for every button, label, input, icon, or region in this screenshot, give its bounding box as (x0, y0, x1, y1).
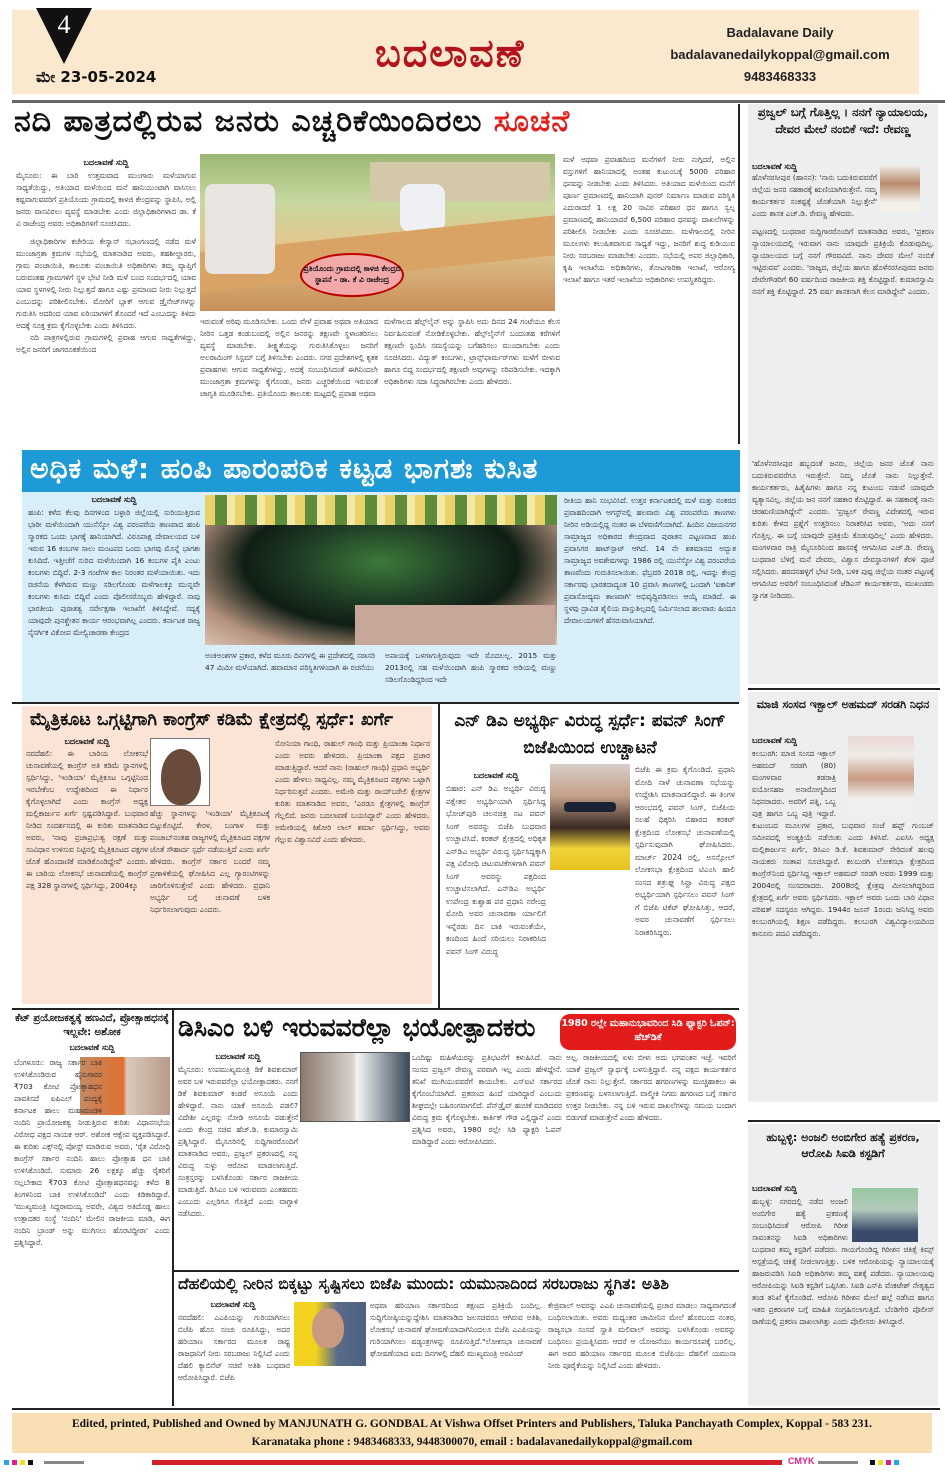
masthead-contact (650, 22, 910, 88)
byline: ಬದಲಾವಣೆ ಸುದ್ದಿ (91, 495, 137, 504)
footer-line-2: Karanataka phone : 9483468333, 9448300070, email : badalavanedailykoppal@gmail.com (251, 1436, 693, 1448)
paragraph: ಹುಬ್ಬಳ್ಳಿ: ನಗರದಲ್ಲಿ ನಡೆದ ಅಂಜಲಿ ಅಂಬಿಗೇರ ಹತ್ಯೆ ಪ್ರಕರಣಕ್ಕೆ ಸಂಬಂಧಿಸಿದಂತೆ ಆರೋಪಿ ಗಿರೀಶ ಸಾವಂತನನ್ನು ಸಿಐಡಿ ಅಧಿಕಾರಿಗಳು ಬುಧವಾರ ತಮ್ಮ ಕಸ್ಟಡಿಗೆ ಪಡೆದರು. ಗಾಯಗೊಂಡಿದ್ದ ಗಿರೀಶನ ಚಿಕಿತ್ಸೆ ಕಿಮ್ಸ್ ಆಸ್ಪತ್ರೆಯಲ್ಲಿ ಚಿಕಿತ್ಸೆ ನೀಡಲಾಗುತ್ತಿತ್ತು. ಬಳಿಕ ಆರೋಪಿಯನ್ನು ನ್ಯಾಯಾಲಯಕ್ಕೆ ಹಾಜರುಪಡಿಸಿ ಸಿಐಡಿ ಅಧಿಕಾರಿಗಳು ತಮ್ಮ ವಶಕ್ಕೆ ಪಡೆದರು. ನ್ಯಾಯಾಲಯವು ಆರೋಪಿಯನ್ನು ಸಿಐಡಿ ಕಸ್ಟಡಿಗೆ ಒಪ್ಪಿಸಿತು. ಸಿಐಡಿ ಎಸ್‌ಪಿ ವೆಂಕಟೇಶ್ ನೇತೃತ್ವದ ತಂಡ ತನಿಖೆ ಕೈಗೊಂಡಿದೆ. ಆರೋಪಿ ಗಿರೀಶನ ಮೇಲೆ ಹಲ್ಲೆ ನಡೆಸಿದ ಹಾಗೂ ಇತರ ಪ್ರಕರಣಗಳ ಬಗ್ಗೆ ಮಾಹಿತಿ ಸಂಗ್ರಹಿಸಲಾಗುತ್ತಿದೆ. ಬೆಂಡಿಗೇರಿ ಪೊಲೀಸ್ ಠಾಣೆಯಲ್ಲಿ ಪ್ರಕರಣ ದಾಖಲಾಗಿತ್ತು ಎಂದು ಪೊಲೀಸರು ತಿಳಿಸಿದ್ದಾರೆ. (752, 1197, 934, 1326)
article-body-hubballi (752, 1196, 934, 1402)
headline-text: ನದಿ ಪಾತ್ರದಲ್ಲಿರುವ ಜನರು ಎಚ್ಚರಿಕೆಯಿಂದಿರಲು (14, 104, 494, 139)
article-body-hampi-col4: ರೀತಿಯ ಹಾನಿ ಸಂಭವಿಸಿದೆ. ಉತ್ತರ ಕರ್ನಾಟಕದಲ್ಲಿ ಮಳೆ ಮತ್ತು ನಂತರದ ಪ್ರವಾಹದಿಂದಾಗಿ ಆಗಸ್ಟ್‌ನಲ್ಲಿ ಹಲವಾರು ವಿಶ್ವ ಪರಂಪರೆಯ ತಾಣಗಳು ನೀರಿನ ಅಡಿಯಲ್ಲಿದ್ದ ನಂತರ ಈ ಬೆಳವಣಿಗೆಯಾಗಿದೆ. ಹಿಂದಿನ ವಿಜಯನಗರ ಸಾಮ್ರಾಜ್ಯದ ಅಧಿಕಾರದ ಕೇಂದ್ರವಾದ ಪುರಾತನ ಪಟ್ಟಣವಾದ ಹಂಪಿ ಪ್ರವಾಸಿಗರ ಹಾಟ್‌ಸ್ಪಾಟ್ ಆಗಿದೆ. 14 ನೇ ಶತಮಾನದ ಅದ್ಭುತ ಸಾಮ್ರಾಜ್ಯದ ಅವಶೇಷಗಳನ್ನು 1986 ರಲ್ಲಿ ಯುನೆಸ್ಕೋ ವಿಶ್ವ ಪರಂಪರೆಯ ತಾಣವೆಂದು ಗುರುತಿಸಲಾಯಿತು. ಫೆಬ್ರವರಿ 2018 ರಲ್ಲಿ, ಇದನ್ನು ಕೇಂದ್ರ ಸರ್ಕಾರವು ಭಾರತದಾದ್ಯಂತ 10 ಪ್ರವಾಸಿ ತಾಣಗಳಲ್ಲಿ ಒಂದಾಗಿ 'ಐಕಾನಿಕ್ ಪ್ರವಾಸೋದ್ಯಮ ತಾಣವಾಗಿ' ಅಭಿವೃದ್ಧಿಪಡಿಸಲು ಆಯ್ಕೆ ಮಾಡಿದೆ. ಈ ಸ್ಥಳವು ದ್ರಾವಿಡ ಶೈಲಿಯ ವಾಸ್ತುಶಿಲ್ಪದಲ್ಲಿ ನಿರ್ಮಿಸಲಾದ ಹಲವಾರು ಹಿಂದೂ ದೇವಾಲಯಗಳಿಗೆ ಹೆಸರುವಾಸಿಯಾಗಿದೆ. (564, 496, 736, 625)
article-body-hampi-col1: ಹಂಪಿ: ಕಳೆದ ಕೆಲವು ದಿನಗಳಿಂದ ಬಳ್ಳಾರಿ ಜಿಲ್ಲೆಯಲ್ಲಿ ಸುರಿಯುತ್ತಿರುವ ಭಾರೀ ಮಳೆಯಿಂದಾಗಿ ಯುನೆಸ್ಕೋ ವಿಶ್ವ ಪರಂಪರೆಯ ತಾಣವಾದ ಹಂಪಿ ಸ್ಮಾರಕದ ಒಂದು ಭಾಗಕ್ಕೆ ಹಾನಿಯಾಗಿದೆ. ವಿರೂಪಾಕ್ಷ ದೇವಾಲಯದ ಬಳಿ ಇರುವ 16 ಕಂಬಗಳ ಸಾಲು ಮಂಟಪದ ಒಂದು ಭಾಗವು ಮೊನ್ನೆ ಭಾಗಶಃ ಕುಸಿದಿದೆ. ಇತ್ತೀಚೆಗೆ ಸುರಿದ ಮಳೆಯಿಂದಾಗಿ 16 ಕಂಬಗಳ ಪೈಕಿ ಎಂಟು ಕಂಬಗಳು ಬಿದ್ದಿವೆ. 2-3 ಗಂಟೆಗಳ ಕಾಲ ನಿರಂತರ ಮಳೆಯಾಯಿತು. ಇದು ರಚನೆಯ ಕೆಳಗಿರುವ ಮಣ್ಣು ಸಡಿಲಗೊಂಡು ಮಳೆಗಾಲಕ್ಕೂ ಮುನ್ನವೇ ಕಂಬಗಳು ಕುಸಿದು ಬಿದ್ದಿವೆ ಎಂದು ಪೊಲೀಸರೊಬ್ಬರು ಹೇಳಿದ್ದಾರೆ. ನಾವು ಭಾರತೀಯ ಪುರಾತತ್ವ ಸರ್ವೇಕ್ಷಣಾ ಇಲಾಖೆಗೆ ತಿಳಿಸಿದ್ದೇವೆ. ಸದ್ಯಕ್ಕೆ ಯಾವುದೇ ಪುನಶ್ಚೇತನ ಕಾರ್ಯ ಆರಂಭವಾಗಿಲ್ಲ ಎಂದರು. ಕರ್ನಾಟಕ ರಾಜ್ಯ ನೈಸರ್ಗಿಕ ವಿಕೋಪ ಮೇಲ್ವಿಚಾರಣಾ ಕೇಂದ್ರದ (28, 508, 200, 637)
masthead-phone: 9483468333 (743, 69, 817, 84)
photo-spacer (102, 1057, 170, 1117)
divider (12, 1408, 940, 1410)
byline: ಬದಲಾವಣೆ ಸುದ್ದಿ (752, 162, 798, 171)
person-figure (205, 184, 275, 274)
color-swatch (878, 1460, 883, 1465)
person-figure (400, 184, 445, 232)
column-divider (438, 704, 440, 1008)
headline-delhi: ದೆಹಲಿಯಲ್ಲಿ ನೀರಿನ ಬಿಕ್ಕಟ್ಟು ಸೃಷ್ಟಿಸಲು ಬಿಜೆಪಿ ಮುಂದು: ಯಮುನಾದಿಂದ ಸರಬರಾಜು ಸ್ಥಗಿತ: ಅತಿಶಿ (178, 1275, 669, 1293)
byline: ಬದಲಾವಣೆ ಸುದ್ದಿ (752, 1184, 798, 1193)
article-body-revanna: ಹೊಳೆನರಸೀಪುರ (ಹಾಸನ): 'ನಾನು ಬದುಕಿರುವವರೆಗೆ ಜಿಲ್ಲೆಯ ಜನರ ಸಹಕಾರಕ್ಕೆ ಋಣಿಯಾಗಿರುತ್ತೇನೆ. ನಮ್ಮ ಕಾರ್ಯಕರ್ತರ ಸಂಕಷ್ಟಕ್ಕೆ ಜೊತೆಯಾಗಿ ನಿಲ್ಲುತ್ತೇನೆ' ಎಂದು ಶಾಸಕ ಎಚ್.ಡಿ. ರೇವಣ್ಣ ಹೇಳಿದರು. (752, 173, 877, 218)
article-body-dcm-col2: ಒಂದಿಷ್ಟು ಮಹಿಳೆಯರನ್ನು ಪ್ರತಿಭಟನೆಗೆ ಕಳುಹಿಸಿದೆ. ನಾನು ಸಂಸದ ಪ್ರಜ್ವಲ್ ರೇವಣ್ಣ ಪರವಾಗಿ ಇಲ್ಲ ಎಂದು ಹೇಳಿದ್ದೇನೆ. ತನಿಖೆ ಮುಗಿಯುವವರೆಗೆ ಕಾಯಬೇಕು. ಎಸ್‌ಐಟಿ ಸರ್ಕಾರದ ಕೈಗೊಂಬೆಯಾಗಿದೆ. ಪ್ರಕರಣದ ಹಿಂದೆ ಯಾರಿದ್ದಾರೆ ಎಂಬುದು ಶೀಘ್ರದಲ್ಲೇ ಬಹಿರಂಗವಾಗಲಿದೆ. ಪೆನ್‌ಡ್ರೈವ್ ಹಂಚಿಕೆ ಮಾಡಿದವರ ವಿರುದ್ಧ ಕ್ರಮ ಕೈಗೊಳ್ಳಬೇಕು. ಕಾರ್ತಿಕ್ ಗೌಡ ಎಲ್ಲಿದ್ದಾನೆ ಎಂದು ಪ್ರಶ್ನಿಸಿದ ಅವರು, 1980 ರಲ್ಲೇ ಸಿಡಿ ಫ್ಯಾಕ್ಟರಿ ಓಪನ್ ಮಾಡಿದ್ದಾರೆ ಎಂದು ಆರೋಪಿಸಿದರು. (412, 1053, 562, 1146)
dcm-subheadline-badge: 1980 ರಲ್ಲೇ ಮಹಾನುಭಾವರಿಂದ ಸಿಡಿ ಫ್ಯಾಕ್ಟರಿ ಓಪನ್: ಹೆಚ್‌ಡಿಕೆ (560, 1014, 736, 1050)
footer-imprint (12, 1413, 932, 1453)
article-body-kharge-col2: ಹೆಚ್ಚು ಸ್ಥಾನಗಳನ್ನು 'ಇಂಡಿಯಾ' ಮೈತ್ರಿಕೂಟಕ್ಕೆ ಬಿಟ್ಟುಕೊಟ್ಟಿದೆ. ಕೇರಳ, ಬಂಗಾಳ ಮತ್ತು ಪಂಜಾಬ್‌ನಂತಹ ರಾಜ್ಯಗಳಲ್ಲಿ ಮೈತ್ರಿಕೂಟದ ಪಕ್ಷಗಳ ಜೊತೆ ಸೌಹಾರ್ದ ಸ್ಪರ್ಧೆ ನಡೆಯುತ್ತಿದೆ ಎಂದು ಖರ್ಗೆ ಹೇಳಿದರು. ಕಾಂಗ್ರೆಸ್ ಸರ್ಕಾರ ಬಂದರೆ ನಮ್ಮ ಪ್ರಣಾಳಿಕೆಯಲ್ಲಿ ಘೋಷಿಸಿದ ಎಲ್ಲ ಗ್ಯಾರಂಟಿಗಳನ್ನು ಜಾರಿಗೊಳಿಸುತ್ತೇವೆ ಎಂದು ಹೇಳಿದರು. ಪ್ರಧಾನಿ ಅಭ್ಯರ್ಥಿ ಬಗ್ಗೆ ಚುನಾವಣೆ ಬಳಿಕ ನಿರ್ಧರಿಸಲಾಗುವುದು ಎಂದರು. (150, 809, 270, 914)
paragraph: ಜಿಲ್ಲಾಧಿಕಾರಿಗಳ ಕಚೇರಿಯ ಕೇಸ್ವಾನ್ ಸಭಾಂಗಣದಲ್ಲಿ ನಡೆದ ಮಳೆ ಮುಂಜಾಗ್ರತಾ ಕ್ರಮಗಳ ಸಭೆಯಲ್ಲಿ ಮಾತನಾಡಿದ ಅವರು, ತಹಶೀಲ್ದಾರರು, ಗ್ರಾಮ ಪಂಚಾಯಿತಿ, ತಾಲೂಕು ಪಂಚಾಯಿತಿ ಅಧಿಕಾರಿಗಳು ತಮ್ಮ ವ್ಯಾಪ್ತಿಗೆ ಬರುವಂತಹ ಗ್ರಾಮಗಳಿಗೆ ಸ್ಥಳ ಭೇಟಿ ನೀಡಿ ಮಳೆ ಬಂದ ಸಂದರ್ಭದಲ್ಲಿ ಯಾವ ಯಾವ ಸ್ಥಳಗಳಲ್ಲಿ ನೀರು ನಿಲ್ಲುತ್ತದೆ ಹಾಗೂ ಎಷ್ಟು ಪ್ರಮಾಣದ ನೀರು ನಿಲ್ಲುತ್ತದೆ ಎಂಬುದನ್ನು ಪರಿಶೀಲಿಸಬೇಕು. ಮೋರಿಗೆ ಬ್ಲಾಕ್ ಆಗುವ ಡ್ರೈನೇಜ್‌ಗಳನ್ನು ಗುರುತಿಸಿ ಅದರಿಂದ ಯಾವ ಏರಿಯಾಗಳಿಗೆ ತೊಂದರೆ ಇದೆ ಎಂಬುದನ್ನು ತಿಳಿದು ಅದಕ್ಕೆ ಸೂಕ್ತ ಕ್ರಮ ಕೈಗೊಳ್ಳಬೇಕು ಎಂದು ತಿಳಿಸಿದರು. (16, 237, 196, 330)
headline-iqbal: ಮಾಜಿ ಸಂಸದ ಇಕ್ಬಾಲ್ ಅಹಮದ್ ಸರಡಗಿ ನಿಧನ (756, 698, 930, 711)
divider (748, 688, 940, 690)
divider (174, 1270, 739, 1272)
color-swatch (886, 1460, 891, 1465)
article-body-hampi-col3: ಅಪಾಯಕ್ಕೆ ಒಳಗಾಗುತ್ತಿರುವುದು ಇದೇ ಮೊದಲಲ್ಲ. 2015 ಮತ್ತು 2013ರಲ್ಲಿ ಸಹ ಮಳೆಯಿಂದಾಗಿ ಹಂಪಿ ಸ್ಮಾರಕದ ಅಡಿಯಲ್ಲಿ ಮಣ್ಣು ಸಡಿಲಗೊಂಡಿದ್ದರಿಂದ ಇದೇ (385, 651, 557, 684)
byline: ಬದಲಾವಣೆ ಸುದ್ದಿ (210, 1300, 256, 1309)
hampi-collapse-photo (205, 495, 557, 645)
color-swatch (4, 1460, 9, 1465)
color-swatch (20, 1460, 25, 1465)
column-divider (172, 1010, 174, 1406)
gray-bar (818, 1461, 858, 1464)
divider (12, 100, 945, 103)
paper-name: Badalavane Daily (726, 25, 834, 40)
article-body-pawan-col1: ಬಿಹಾರ: ಎನ್ ಡಿಎ ಅಭ್ಯರ್ಥಿ ವಿರುದ್ಧ ಪಕ್ಷೇತರ ಅಭ್ಯರ್ಥಿಯಾಗಿ ಸ್ಪರ್ಧಿಸಿದ್ದ ಭೋಜ್‌ಪುರಿ ಚಲನಚಿತ್ರ ನಟ ಪವನ್ ಸಿಂಗ್ ಅವರನ್ನು ಬಿಜೆಪಿ ಬುಧವಾರ ಉಚ್ಚಾಟಿಸಿದೆ. ಕರಕಟ್ ಕ್ಷೇತ್ರದಲ್ಲಿ ಅಧಿಕೃತ ಎನ್‌ಡಿಎ ಅಭ್ಯರ್ಥಿ ವಿರುದ್ಧ ಸ್ಪರ್ಧಿಸಿದ್ದಕ್ಕಾಗಿ ಪಕ್ಷ ವಿರೋಧಿ ಚಟುವಟಿಕೆಗಳಿಗಾಗಿ ಪವನ್ ಸಿಂಗ್ ಅವರನ್ನು ಪಕ್ಷದಿಂದ ಉಚ್ಚಾಟಿಸಲಾಗಿದೆ. ಎನ್‌ಡಿಎ ಅಭ್ಯರ್ಥಿ ಉಪೇಂದ್ರ ಕುಶ್ವಾಹ ಪರ ಪ್ರಧಾನಿ ನರೇಂದ್ರ ಮೋದಿ ಅವರ ಚುನಾವಣಾ ರ್ಯಾಲಿಗೆ ಇನ್ನೆರಡು ದಿನ ಬಾಕಿ ಇರುವಂತೆಯೇ, ಕಣದಿಂದ ಹಿಂದೆ ಸರಿಯಲು ನಿರಾಕರಿಸಿದ ಪವನ್ ಸಿಂಗ್ ವಿರುದ್ಧ (446, 784, 546, 956)
article-body-hampi-col2: ಅಂಕಿಅಂಶಗಳ ಪ್ರಕಾರ, ಕಳೆದ ಮೂರು ದಿನಗಳಲ್ಲಿ ಈ ಪ್ರದೇಶದಲ್ಲಿ ಸರಾಸರಿ 47 ಮಿಮೀ ಮಳೆಯಾಗಿದೆ. ಹವಾಮಾನ ಪರಿಸ್ಥಿತಿಗಳಿಂದಾಗಿ ಈ ರಚನೆಯು (205, 651, 375, 672)
article-body-ashok (14, 1057, 170, 1402)
article-body-kharge-col1: ನವದೆಹಲಿ: ಈ ಬಾರಿಯ ಲೋಕಸಭೆ ಚುನಾವಣೆಯಲ್ಲಿ ಕಾಂಗ್ರೆಸ್ ಅತಿ ಕಡಿಮೆ ಸ್ಥಾನಗಳಲ್ಲಿ ಸ್ಪರ್ಧಿಸಿದ್ದು, 'ಇಂಡಿಯಾ' ಮೈತ್ರಿಕೂಟ ಒಗ್ಗಟ್ಟಿನಿಂದ ಇರಬೇಕೆಂಬ ಉದ್ದೇಶದಿಂದ ಈ ನಿರ್ಧಾರ ಕೈಗೊಳ್ಳಲಾಗಿದೆ ಎಂದು ಕಾಂಗ್ರೆಸ್ ಅಧ್ಯಕ್ಷ ಮಲ್ಲಿಕಾರ್ಜುನ ಖರ್ಗೆ ಸ್ಪಷ್ಟಪಡಿಸಿದ್ದಾರೆ. ಬುಧವಾರ ನೀಡಿದ ಸಂದರ್ಶನದಲ್ಲಿ ಈ ಕುರಿತು ಮಾತನಾಡಿದ ಅವರು, 'ನಾವು ಪ್ರಜಾಪ್ರಭುತ್ವ ರಕ್ಷಣೆ ಮತ್ತು ಸಂವಿಧಾನ ಉಳಿಸುವ ನಿಟ್ಟಿನಲ್ಲಿ ಮೈತ್ರಿಕೂಟದ ಪಕ್ಷಗಳ ಜೊತೆ ಹೊಂದಾಣಿಕೆ ಮಾಡಿಕೊಂಡಿದ್ದೇವೆ' ಎಂದರು. ಈ ಬಾರಿಯ ಲೋಕಸಭೆ ಚುನಾವಣೆಯಲ್ಲಿ ಕಾಂಗ್ರೆಸ್ ಪಕ್ಷ 328 ಸ್ಥಾನಗಳಲ್ಲಿ ಸ್ಪರ್ಧಿಸಿದ್ದು, 2004ಕ್ಕೂ (26, 749, 148, 890)
color-swatch (12, 1460, 17, 1465)
byline: ಬದಲಾವಣೆ ಸುದ್ದಿ (215, 1052, 261, 1061)
issue-date: ಮೇ 23-05-2024 (36, 68, 157, 86)
print-registration-bar (4, 1456, 944, 1468)
kharge-photo (150, 738, 210, 806)
byline: ಬದಲಾವಣೆ ಸುದ್ದಿ (69, 1043, 115, 1052)
article-body-river-col1 (16, 170, 196, 438)
paragraph: ಬೆಂಗಳೂರು: ರಾಜ್ಯ ಸರ್ಕಾರ ಬಾಕಿ ಉಳಿಸಿಕೊಂಡಿರುವ ಹೈನುಗಾರರ ₹703 ಕೋಟಿ ಪ್ರೋತ್ಸಾಹಧನ ಪಾವತಿಸದೆ ಐಪಿಎಲ್ ಪಂದ್ಯಕ್ಕೆ ಕರ್ನಾಟಕ ಹಾಲು ಮಹಾಮಂಡಳಿ ನಂದಿನಿ ಪ್ರಾಯೋಜಕತ್ವ ನೀಡುತ್ತಿರುವ ಕುರಿತು ವಿಧಾನಸಭೆಯ ವಿರೋಧ ಪಕ್ಷದ ನಾಯಕ ಆರ್. ಅಶೋಕ ಆಕ್ಷೇಪ ವ್ಯಕ್ತಪಡಿಸಿದ್ದಾರೆ. ಈ ಕುರಿತು ಎಕ್ಸ್‌ನಲ್ಲಿ ಪೋಸ್ಟ್ ಮಾಡಿರುವ ಅವರು, 'ರೈತ ವಿರೋಧಿ ಕಾಂಗ್ರೆಸ್ ಸರ್ಕಾರ ನಂದಿನಿ ಹಾಲು ಪ್ರೋತ್ಸಾಹ ಧನ ಬಾಕಿ ಉಳಿಸಿಕೊಂಡಿದೆ. ಸುಮಾರು 26 ಲಕ್ಷಕ್ಕೂ ಹೆಚ್ಚು ರೈತರಿಗೆ ಸಲ್ಲಬೇಕಾದ ₹703 ಕೋಟಿ ಪ್ರೋತ್ಸಾಹಧನವನ್ನು ಕಳೆದ 8 ತಿಂಗಳಿನಿಂದ ಬಾಕಿ ಉಳಿಸಿಕೊಂಡಿದೆ' ಎಂದು ಕಿಡಿಕಾರಿದ್ದಾರೆ. 'ಮುಖ್ಯಮಂತ್ರಿ ಸಿದ್ದರಾಮಯ್ಯ ಅವರೇ, ವಿಶ್ವದ ಅತಿದೊಡ್ಡ ಹಾಲು ಉತ್ಪಾದಕರ ಸಂಸ್ಥೆ 'ನಂದಿನಿ' ಮೇಲಿನ ರಾಜಕೀಯ ಮಾಡಿ, ಈಗ ನಂದಿನಿ ಬ್ರಾಂಡ್ ಅನ್ನು ಮುಗಿಸಲು ಹೊರಟಿದ್ದೀರಾ' ಎಂದು ಪ್ರಶ್ನಿಸಿದ್ದಾರೆ. (14, 1058, 170, 1247)
photo-caption-callout: ಪ್ರತಿಯೊಂದು ಗ್ರಾಮದಲ್ಲಿ ಕಾಳಜಿ ಕೇಂದ್ರದ ಸ್ಥಾಪನೆ - ಡಾ. ಕೆ ವಿ ರಾಜೇಂದ್ರ (300, 253, 404, 297)
article-body-river-col2: ಇರುವಂತೆ ಅರಿವು ಮೂಡಿಸಬೇಕು. ಒಂದು ವೇಳೆ ಪ್ರವಾಹ ಅಥವಾ ಅತಿಯಾದ ನೀರಿನ ಒತ್ತಡ ಕಂಡುಬಂದಲ್ಲಿ ಅಲ್ಲಿನ ಜನರನ್ನು ತಕ್ಷಣವೇ ಸ್ಥಳಾಂತರಿಸಲು ವ್ಯವಸ್ಥೆ ಮಾಡಬೇಕು. ತೀಕ್ಷ್ಣತೆಯನ್ನು ಗುರುತಿಸಿಕೊಳ್ಳಲು ಜನರಿಗೆ ಅಲರಾಮಿಂಗ್ ಸಿಸ್ಟಮ್ ಬಗ್ಗೆ ತಿಳಿಸಬೇಕು ಎಂದರು. ನಗರ ಪ್ರದೇಶಗಳಲ್ಲಿ ಕೃತಕ ಪ್ರವಾಹಗಳು ಆಗುವ ಸಾಧ್ಯತೆಗಳಿದ್ದು, ಅದಕ್ಕೆ ಸಂಬಂಧಿಸಿದಂತೆ ಈಗಿನಿಂದಲೇ ಮುಂಜಾಗ್ರತಾ ಕ್ರಮಗಳನ್ನು ಕೈಗೊಂಡು, ಜನರು ಎಚ್ಚರಿಕೆಯಿಂದ ಇರುವಂತೆ ಜಾಗೃತಿ ಮೂಡಿಸಬೇಕು. ಪ್ರತಿಯೊಂದು ತಾಲೂಕು ಮಟ್ಟದಲ್ಲಿ ಪ್ರವಾಹ ಅಥವಾ (200, 317, 378, 398)
divider (748, 1120, 940, 1122)
paragraph: ಮೈಸೂರು: ಉಪಮುಖ್ಯಮಂತ್ರಿ ಡಿಕೆ ಶಿವಕುಮಾರ್ ಅವರ ಬಳಿ ಇರುವವರೆಲ್ಲಾ ಭಯೋತ್ಪಾದಕರು. ನನಗೆ ಡಿಕೆ ಶಿವಕುಮಾರ್ ಕಂಡರೆ ಅಸೂಯೆ ಎಂದು ಹೇಳಿದ್ದಾರೆ. ನಾನು ಯಾಕೆ ಅಸೂಯೆ ಪಡಲಿ? ವಿದೇಶೀ ಎಲ್ಲರನ್ನು ನೋಡಿ ಅಸೂಯೆ ಪಡುತ್ತೇನೆ ಎಂದು ಕೇಂದ್ರ ಸಚಿವ ಹೆಚ್.ಡಿ. ಕುಮಾರಸ್ವಾಮಿ ಪ್ರಶ್ನಿಸಿದ್ದಾರೆ. ಮೈಸೂರಿನಲ್ಲಿ ಸುದ್ದಿಗಾರರೊಂದಿಗೆ ಮಾತನಾಡಿದ ಅವರು, ಪ್ರಜ್ವಲ್ ಪ್ರಕರಣದಲ್ಲಿ ನನ್ನ ವಿರುದ್ಧ ಸುಳ್ಳು ಆರೋಪ ಮಾಡಲಾಗುತ್ತಿದೆ. ಸಂತ್ರಸ್ತರನ್ನು ಬಳಸಿಕೊಂಡು ಸರ್ಕಾರ ರಾಜಕೀಯ ಮಾಡುತ್ತಿದೆ. ಡಿಸಿಎಂ ಬಳಿ ಇರುವವರು ಎಂತಹವರು ಎಂಬುದು ಎಲ್ಲರಿಗೂ ಗೊತ್ತಿದೆ ಎಂದು ವಾಗ್ದಾಳಿ ನಡೆಸಿದರು. (178, 1065, 298, 1218)
byline: ಬದಲಾವಣೆ ಸುದ್ದಿ (752, 736, 798, 745)
rubble (355, 605, 555, 645)
footer-line-1: Edited, printed, Published and Owned by MANJUNATH G. GONDBAL At Vishwa Offset Printers and Publishers, Taluka Panchayath Complex, Koppal - 583 231. (71, 1418, 873, 1430)
byline: ಬದಲಾವಣೆ ಸುದ್ದಿ (64, 737, 110, 746)
paragraph: ಮೈಸೂರು: ಈ ಬಾರಿ ಉತ್ತಮವಾದ ಮುಂಗಾರು ಮಳೆಯಾಗುವ ಸಾಧ್ಯತೆಯಿದ್ದು, ಅತಿಯಾದ ಮಳೆಯಿಂದ ಮನೆ ಹಾನಿಯುಂಟಾಗಿ ವಾಸಿಸಲು ಕಷ್ಟವಾಗುವವರಿಗೆ ಪ್ರತಿಯೊಂದು ಗ್ರಾಮದಲ್ಲಿ ಕಾಳಜಿ ಕೇಂದ್ರವನ್ನು ಸ್ಥಾಪಿಸಿ, ಅಲ್ಲಿ ಜನರು ವಾಸವಿರಲು ವ್ಯವಸ್ಥೆ ಮಾಡಬೇಕು ಎಂದು ಜಿಲ್ಲಾಧಿಕಾರಿಗಳಾದ ಡಾ. ಕೆ ವಿ ರಾಜೇಂದ್ರ ಅವರು ಅಧಿಕಾರಿಗಳಿಗೆ ಸೂಚಿಸಿದರು. (16, 171, 196, 228)
headline-highlight: ಸೂಚನೆ (493, 104, 571, 139)
headline-revanna: ಪ್ರಜ್ವಲ್ ಬಗ್ಗೆ ಗೊತ್ತಿಲ್ಲ । ನನಗೆ ನ್ಯಾಯಾಲಯ, ದೇವರ ಮೇಲೆ ನಂಬಿಕೆ ಇದೆ: ರೇವಣ್ಣ (757, 105, 929, 136)
byline: ಬದಲಾವಣೆ ಸುದ್ದಿ (83, 158, 129, 167)
color-swatch (28, 1460, 33, 1465)
newspaper-logo: ಬದಲಾವಣೆ (375, 30, 526, 75)
article-body-delhi-col2: ಅಥವಾ ಹರಿಯಾಣ ಸರ್ಕಾರದಿಂದ ತಕ್ಷಣದ ಪ್ರತಿಕ್ರಿಯೆ ಬಂದಿಲ್ಲ. ಸುದ್ದಿಗೋಷ್ಠಿಯನ್ನುದ್ದೇಶಿಸಿ ಮಾತನಾಡಿದ ಜಲಸಚಿವರೂ ಆಗಿರುವ ಅತಿಶಿ, ಲೋಕಸಭೆ ಚುನಾವಣೆ ಘೋಷಣೆಯಾದಾಗಿನಿಂದಲೂ ಬಿಜೆಪಿ ಎಎಪಿಯನ್ನು ಗುರಿಯಾಗಿಸಲು ಷಡ್ಯಂತ್ರಗಳನ್ನು ರೂಪಿಸುತ್ತಿದೆ."ಲೋಕಸಭಾ ಚುನಾವಣೆ ಘೋಷಣೆಯಾದ ಐದು ದಿನಗಳಲ್ಲಿ ದೆಹಲಿ ಮುಖ್ಯಮಂತ್ರಿ ಅರವಿಂದ್ (370, 1301, 542, 1358)
photo-backdrop (370, 162, 550, 202)
red-bar (152, 1460, 782, 1465)
face (161, 749, 201, 805)
foliage (205, 495, 557, 525)
face (312, 1308, 344, 1348)
dcm-hdk-photo (300, 1052, 410, 1122)
paragraph: ನದಿ ಪಾತ್ರಗಳಲ್ಲಿರುವ ಗ್ರಾಮಗಳಲ್ಲಿ ಪ್ರವಾಹ ಆಗುವ ಸಾಧ್ಯತೆಗಳಿದ್ದು, ಅಲ್ಲಿನ ಜನರಿಗೆ ಜಾಗರೂಕತೆಯಿಂದ (16, 333, 196, 354)
gray-bar (44, 1461, 84, 1464)
article-body-river-col3: ಮಳೆಗಾಲದ ಹೆಲ್ಪ್‌ಲೈನ್ ಅನ್ನು ಸ್ಥಾಪಿಸಿ ಅದು ದಿನದ 24 ಗಂಟೆಯೂ ಕೆಲಸ ನಿರ್ವಹಿಸುವಂತೆ ನೋಡಿಕೊಳ್ಳಬೇಕು. ಹೆಲ್ಪ್‌ಲೈನ್‌ಗೆ ಬಂದಂತಹ ಕರೆಗಳಿಗೆ ತಕ್ಷಣವೇ ಸ್ಪಂದಿಸಿ ಸಮಸ್ಯೆಯನ್ನು ಬಗೆಹರಿಸಲು ಮುಂದಾಗಬೇಕು ಎಂದು ಸೂಚಿಸಿದರು. ವಿದ್ಯುತ್ ಕಂಬಗಳು, ಟ್ರಾನ್ಸ್‌ಫಾರ್ಮರ್‌ಗಳು ಮಳೆಗೆ ಬೀಳುವ ಹಾಗೂ ಬಿದ್ದ ಸಂದರ್ಭದಲ್ಲಿ ತಕ್ಷಣವೇ ಅವುಗಳನ್ನು ಸರಿಪಡಿಸಬೇಕು. ಇದಕ್ಕಾಗಿ ಅಧಿಕಾರಿಗಳು ಸದಾ ಸಿದ್ಧರಾಗಿರಬೇಕು ಎಂದು ಹೇಳಿದರು. (384, 317, 560, 386)
cmyk-label: CMYK (788, 1456, 815, 1466)
column-divider (738, 104, 740, 444)
divider (12, 702, 739, 704)
photo-spacer (848, 1196, 934, 1244)
article-body-delhi-col3: ಕೇಜ್ರಿವಾಲ್ ಅವರನ್ನು ಎಎಪಿ ಚುನಾವಣೆಯಲ್ಲಿ ಪ್ರಚಾರ ಮಾಡಲು ಸಾಧ್ಯವಾಗದಂತೆ ಬಂಧಿಸಲಾಯಿತು. ಅವರು ಮಧ್ಯಂತರ ಜಾಮೀನಿನ ಮೇಲೆ ಹೊರಬಂದ ನಂತರ, ರಾಜ್ಯಸಭಾ ಸಂಸದೆ ಸ್ವಾತಿ ಮಲಿವಾಲ್ ಅವರನ್ನು ಬಳಸಿಕೊಂಡು ಅವರನ್ನು ಬಂಧಿಸಲು ಪ್ರಯತ್ನಿಸಿದರು ಆದರೆ ಆ ಯೋಜನೆಯು ಕಾರ್ಯರೂಪಕ್ಕೆ ಬರಲಿಲ್ಲ. ಈಗ ಅವರ ಹರಿಯಾಣ ಸರ್ಕಾರದ ಮೂಲಕ ಬಿಜೆಪಿಯು ದೆಹಲಿಗೆ ಯಮುನಾ ನೀರು ಪೂರೈಕೆಯನ್ನು ನಿಲ್ಲಿಸಿದೆ ಎಂದು ಹೇಳಿದರು. (548, 1301, 736, 1370)
article-body-iqbal (752, 748, 934, 1100)
masthead-email[interactable]: badalavanedailykoppal@gmail.com (670, 47, 890, 62)
byline: ಬದಲಾವಣೆ ಸುದ್ದಿ (473, 771, 519, 780)
atishi-photo (294, 1302, 366, 1366)
photo-spacer (836, 748, 934, 816)
color-swatch (870, 1460, 875, 1465)
article-body-dcm-col3: ಅಲ್ಲ. ರಾಜಕೀಯದಲ್ಲಿ ಏಳು ಬೀಳು ಅದು ಭಗವಂತನ ಇಚ್ಛೆ. ಇವರಿಗೆ ಯಾಕೆ ಪ್ರಜ್ವಲ್ ಸ್ವಾರ್ಥಕ್ಕೆ ಬಳಸುತ್ತಿದ್ದಾರೆ. ನನ್ನ ಪಕ್ಷದ ಕಾರ್ಯಕರ್ತರ ಜೊತೆ ನಾನು ನಿಲ್ಲುತ್ತೇನೆ. ಸರ್ಕಾರದ ಹಗರಣಗಳನ್ನು ಮುಚ್ಚಿಹಾಕಲು ಈ ಪ್ರಕರಣವನ್ನು ಬಳಸಲಾಗುತ್ತಿದೆ. ವಾಲ್ಮೀಕಿ ನಿಗಮ ಹಗರಣದ ಬಗ್ಗೆ ಸರ್ಕಾರ ಉತ್ತರ ನೀಡಬೇಕು. ನನ್ನ ಬಳಿ ಇರುವ ದಾಖಲೆಗಳನ್ನು ಸಮಯ ಬಂದಾಗ ಬಿಡುಗಡೆ ಮಾಡುತ್ತೇನೆ ಎಂದು ಹೇಳಿದರು. (566, 1053, 736, 1122)
article-body-dcm-col1 (178, 1064, 298, 1264)
headline-pawan: ಎನ್ ಡಿಎ ಅಭ್ಯರ್ಥಿ ವಿರುದ್ಧ ಸ್ಪರ್ಧೆ: ಪವನ್ ಸಿಂಗ್ ಬಿಜೆಪಿಯಿಂದ ಉಚ್ಚಾಟನೆ (454, 711, 726, 758)
article-body-revanna-3: 'ಹೊಳೆನರಸೀಪುರ ಹಬ್ಬದಂತೆ ಜನರು, ಜಿಲ್ಲೆಯ ಜನರ ಜೊತೆ ನಾನು ಬದುಕಿರುವವರೆಗೂ ಇರುತ್ತೇನೆ. ನಿಮ್ಮ ಜೊತೆ ನಾನು ನಿಲ್ಲುತ್ತೇನೆ. ಕಾರ್ಯಕರ್ತರು, ಹಿತೈಷಿಗಳು ಹಾಗೂ ನನ್ನ ಕುಟುಂಬ ನಡುವೆ ಯಾವುದೇ ವ್ಯತ್ಯಾಸವಿಲ್ಲ. ಜಿಲ್ಲೆಯ ಜನ ನನಗೆ ಸಹಕಾರ ಕೊಟ್ಟಿದ್ದಾರೆ. ಈ ಸಹಕಾರಕ್ಕೆ ನಾನು ಚಿರಋಣಿಯಾಗಿದ್ದೇನೆ' ಎಂದರು. 'ಪ್ರಜ್ವಲ್ ರೇವಣ್ಣ ವಿದೇಶದಲ್ಲಿ ಇರುವ ಕುರಿತು ಕೇಳಿದ ಪ್ರಶ್ನೆಗೆ ಉತ್ತರಿಸಲು ನಿರಾಕರಿಸಿದ ಅವರು, 'ಅದು ನನಗೆ ಗೊತ್ತಿಲ್ಲ. ಈ ಬಗ್ಗೆ ಯಾವುದೇ ಪ್ರತಿಕ್ರಿಯೆ ಕೊಡುವುದಿಲ್ಲ' ಎಂದು ಹೇಳಿದರು. ಮಂಗಳವಾರ ರಾತ್ರಿ ಮೈಸೂರಿನಿಂದ ಹಾಸನಕ್ಕೆ ಆಗಮಿಸಿದ ಎಚ್.ಡಿ. ರೇವಣ್ಣ ಬುಧವಾರ ಬೆಳಿಗ್ಗೆ ಮನೆ ದೇವರು, ವಿಶ್ವಾಸ ದೇವಸ್ಥಾನಗಳಿಗೆ ತೆರಳಿ ಪೂಜೆ ಸಲ್ಲಿಸಿದರು. ಹರದನಹಳ್ಳಿಗೆ ಭೇಟಿ ನೀಡಿ, ಬಳಿಕ ಪುಷ್ಪ ಜಿಲ್ಲೆಯ ನಂತರ ಪಟ್ಟಣಕ್ಕೆ ಆಗಮಿಸಿದ ಅವರಿಗೆ ಸಂಬಂಧಿಸಿದಂತೆ ಜೆಡಿಎಸ್ ಕಾರ್ಯಕರ್ತರು, ಮುಖಂಡರು ಸ್ವಾಗತ ನೀಡಿದರು. (752, 459, 934, 600)
article-body-river-col4: ಮಳೆ ಅಥವಾ ಪ್ರವಾಹದಿಂದ ಮನೆಗಳಿಗೆ ನೀರು ನುಗ್ಗಿದರೆ, ಅಲ್ಲಿನ ವಸ್ತುಗಳಿಗೆ ಹಾನಿಯಾದಲ್ಲಿ ಅಂತಹ ಕುಟುಂಬಕ್ಕೆ 5000 ಪರಿಹಾರ ಧನವನ್ನು ನೀಡಬೇಕು ಎಂದು ತಿಳಿಸಿದರು. ಅತಿಯಾದ ಮಳೆಯಿಂದ ಮನೆಗೆ ಪೂರ್ಣ ಪ್ರಮಾಣದಲ್ಲಿ ಹಾನಿಯಾಗಿ ಪುನರ್ ನಿರ್ಮಾಣ ಮಾಡುವ ಪರಿಸ್ಥಿತಿ ಎದುರಾದರೆ 1 ಲಕ್ಷ 20 ಸಾವಿರ ಪರಿಹಾರ ಧನ ಹಾಗೂ ಸ್ವಲ್ಪ ಪ್ರಮಾಣದಲ್ಲಿ ಹಾನಿಯಾದರೆ 6,500 ಪರಿಹಾರ ಧನವನ್ನು ದಾಖಲೆಗಳನ್ನು ಪರಿಶೀಲಿಸಿ ನೀಡಬೇಕು ಎಂದು ಸೂಚಿಸಿದರು. ಮಳೆಗಾಲದಲ್ಲಿ ನೀರಿನ ಮೂಲಗಳು ಕಲುಷಿತವಾಗುವ ಸಾಧ್ಯತೆ ಇದ್ದು, ಜನರಿಗೆ ಶುದ್ಧ ಕುಡಿಯುವ ನೀರು ಸರಬರಾಜು ಮಾಡಬೇಕು ಎಂದರು. ಸಭೆಯಲ್ಲಿ ಅಪರ ಜಿಲ್ಲಾಧಿಕಾರಿ, ಕೃಷಿ ಇಲಾಖೆಯ ಅಧಿಕಾರಿಗಳು, ತೋಟಗಾರಿಕಾ ಇಲಾಖೆ, ಆರೋಗ್ಯ ಇಲಾಖೆ ಹಾಗೂ ಇತರೆ ಇಲಾಖೆಯ ಅಧಿಕಾರಿಗಳು ಉಪಸ್ಥಿತರಿದ್ದರು. (563, 155, 735, 284)
headline-hampi: ಅಧಿಕ ಮಳೆ: ಹಂಪಿ ಪಾರಂಪರಿಕ ಕಟ್ಟಡ ಭಾಗಶಃ ಕುಸಿತ (30, 452, 539, 485)
divider (12, 1008, 739, 1010)
article-body-pawan-col2: ಬಿಜೆಪಿ ಈ ಕ್ರಮ ಕೈಗೊಂಡಿದೆ. ಪ್ರಧಾನಿ ಮೋದಿ ನಾಳೆ ಚುನಾವಣಾ ಸಭೆಯನ್ನು ಉದ್ದೇಶಿಸಿ ಮಾತನಾಡಲಿದ್ದಾರೆ. ಈ ತಿಂಗಳ ಆರಂಭದಲ್ಲಿ ಪವನ್ ಸಿಂಗ್, ಬಿಜೆಪಿಯ ಸಲಹೆ ಧಿಕ್ಕರಿಸಿ ಬಿಹಾರದ ಕರಕಟ್ ಕ್ಷೇತ್ರದಿಂದ ಲೋಕಸಭೆ ಚುನಾವಣೆಯಲ್ಲಿ ಸ್ಪರ್ಧಿಸುವುದಾಗಿ ಘೋಷಿಸಿದರು. ಮಾರ್ಚ್ 2024 ರಲ್ಲಿ, ಅಸನ್ಸೋಲ್ ಲೋಕಸಭಾ ಕ್ಷೇತ್ರದಿಂದ ಟಿಎಂಸಿ ಹಾಲಿ ಸಂಸದ ಶತ್ರುಘ್ನ ಸಿನ್ಹಾ ವಿರುದ್ಧ ಪಕ್ಷದ ಅಭ್ಯರ್ಥಿಯಾಗಿ ಸ್ಪರ್ಧಿಸಲು ಪವನ್ ಸಿಂಗ್ ಗೆ ಬಿಜೆಪಿ ಟಿಕೆಟ್ ಘೋಷಿಸಿತ್ತು, ಆದರೆ, ಅವರ ಚುನಾವಣೆಗೆ ಸ್ಪರ್ಧಿಸಲು ನಿರಾಕರಿಸಿದ್ದರು. (635, 765, 735, 937)
article-body-delhi-col1: ನವದೆಹಲಿ: ಎಎಪಿಯನ್ನು ಗುರಿಯಾಗಿಸಲು ಬಿಜೆಪಿ ಹೊಸ ಸಂಚು ರೂಪಿಸಿದ್ದು, ಅದರ ಹರಿಯಾಣ ಸರ್ಕಾರದ ಮೂಲಕ ರಾಷ್ಟ್ರ ರಾಜಧಾನಿಗೆ ನೀರು ಸರಬರಾಜು ನಿಲ್ಲಿಸಿದೆ ಎಂದು ದೆಹಲಿ ಕ್ಯಾಬಿನೆಟ್ ಸಚಿವೆ ಅತಿಶಿ ಬುಧವಾರ ಆರೋಪಿಸಿದ್ದಾರೆ. ಬಿಜೆಪಿ (178, 1313, 290, 1382)
headline-ashok: ಕೆಟ್ ಪ್ರಯೋಜಕತ್ವಕ್ಕೆ ಹಣವಿದೆ, ಪ್ರೋತ್ಸಾಹಧನಕ್ಕೆ ಇಲ್ಲವೇ: ಅಶೋಕ (15, 1013, 169, 1038)
page-number: 4 (57, 10, 71, 39)
article-body-revanna-2: ಪಟ್ಟಣದಲ್ಲಿ ಬುಧವಾರ ಸುದ್ದಿಗಾರರೊಂದಿಗೆ ಮಾತನಾಡಿದ ಅವರು, 'ಪ್ರಕರಣ ನ್ಯಾಯಾಲಯದಲ್ಲಿ ಇರುವಾಗ ನಾನು ಯಾವುದೇ ಪ್ರತಿಕ್ರಿಯೆ ಕೊಡುವುದಿಲ್ಲ. ನ್ಯಾಯಾಲಯದ ಬಗ್ಗೆ ನನಗೆ ಗೌರವವಿದೆ. ನಾನು ದೇವರ ಮೇಲೆ ನಂಬಿಕೆ ಇಟ್ಟಿರುವವ' ಎಂದರು. 'ರಾಜ್ಯದ, ಜಿಲ್ಲೆಯ ಹಾಗೂ ಹೊಳೆನರಸೀಪುರದ ಜನರು ದೇವೇಗೌಡರಿಗೆ 60 ವರ್ಷದಿಂದ ರಾಜಕೀಯ ಶಕ್ತಿ ಕೊಟ್ಟಿದ್ದಾರೆ. ಕುಮಾರಸ್ವಾಮಿ ನನಗೆ ಶಕ್ತಿ ಕೊಟ್ಟಿದ್ದಾರೆ. 25 ವರ್ಷ ಶಾಸಕನಾಗಿ ಕೆಲಸ ಮಾಡಿದ್ದೇನೆ' ಎಂದರು. (752, 227, 934, 296)
headline-hubballi: ಹುಬ್ಬಳ್ಳಿ: ಅಂಜಲಿ ಅಂಬಿಗೇರ ಹತ್ಯೆ ಪ್ರಕರಣ, ಆರೋಪಿ ಸಿಐಡಿ ಕಸ್ಟಡಿಗೆ (766, 1131, 920, 1160)
color-swatch (894, 1460, 899, 1465)
article-body-dcm-col2a (300, 1126, 410, 1266)
headline-river (14, 104, 570, 139)
headline-dcm: ಡಿಸಿಎಂ ಬಳಿ ಇರುವವರೆಲ್ಲಾ ಭಯೋತ್ಪಾದಕರು (178, 1013, 536, 1042)
revanna-photo (880, 165, 920, 212)
article-body-kharge-col3: ಸೋನಿಯಾ ಗಾಂಧಿ, ರಾಹುಲ್ ಗಾಂಧಿ ಮತ್ತು ಪ್ರಿಯಾಂಕಾ ನಿರ್ಧಾರ ಎಂದು ಅವರು ಹೇಳಿದರು. ಪ್ರಿಯಾಂಕಾ ಪಕ್ಷದ ಪ್ರಚಾರ ಮಾಡುತ್ತಿದ್ದಾರೆ. ಆದರೆ ನಾನು (ರಾಹುಲ್ ಗಾಂಧಿ) ಪ್ರಧಾನಿ ಅಭ್ಯರ್ಥಿ ಎಂದು ಹೇಳಲು ಸಾಧ್ಯವಿಲ್ಲ. ನಮ್ಮ ಮೈತ್ರಿಕೂಟದ ಪಕ್ಷಗಳು ಒಟ್ಟಾಗಿ ನಿರ್ಧರಿಸುತ್ತವೆ ಎಂದರು. ಅಮೇಠಿ ಮತ್ತು ರಾಯ್‌ಬರೇಲಿ ಕ್ಷೇತ್ರಗಳ ಕುರಿತು ಮಾತನಾಡಿದ ಅವರು, 'ಎರಡೂ ಕ್ಷೇತ್ರಗಳಲ್ಲಿ ಕಾಂಗ್ರೆಸ್ ಗೆಲ್ಲಲಿದೆ. ಜನರು ಬದಲಾವಣೆ ಬಯಸಿದ್ದಾರೆ' ಎಂದು ಹೇಳಿದರು. ಅಮೇಠಿಯಲ್ಲಿ ಕಿಶೋರಿ ಲಾಲ್ ಶರ್ಮಾ ಸ್ಪರ್ಧಿಸಿದ್ದು, ಅವರು ಗೆಲ್ಲುವ ವಿಶ್ವಾಸವಿದೆ ಎಂದು ಹೇಳಿದರು. (275, 739, 430, 844)
paragraph: ಕಲಬುರಗಿ: ಮಾಜಿ ಸಂಸದ ಇಕ್ಬಾಲ್ ಅಹಮದ್ ಸರಡಗಿ (80) ಮಂಗಳವಾರ ತಡರಾತ್ರಿ ವಯೋಸಹಜ ಅನಾರೋಗ್ಯದಿಂದ ನಿಧನರಾದರು. ಅವರಿಗೆ ಪತ್ನಿ, ಒಬ್ಬ ಪುತ್ರ ಹಾಗೂ ಒಬ್ಬ ಪುತ್ರಿ ಇದ್ದಾರೆ. ಕುಟುಂಬದ ಮೂಲಗಳ ಪ್ರಕಾರ, ಬುಧವಾರ ಸಂಜೆ ಹಫ್ತ್ ಗುಂಬಜ್ ಸಮೀಪದಲ್ಲಿ ಅಂತ್ಯಕ್ರಿಯೆ ನಡೆಯಿತು ಎಂದು ತಿಳಿಸಿವೆ. ಎಐಸಿಸಿ ಅಧ್ಯಕ್ಷ ಮಲ್ಲಿಕಾರ್ಜುನ ಖರ್ಗೆ, ಡಿಸಿಎಂ ಡಿ.ಕೆ. ಶಿವಕುಮಾರ್ ಸೇರಿದಂತೆ ಹಲವು ನಾಯಕರು ಸಂತಾಪ ಸೂಚಿಸಿದ್ದಾರೆ. ಕಲಬುರಗಿ ಲೋಕಸಭಾ ಕ್ಷೇತ್ರದಿಂದ ಕಾಂಗ್ರೆಸ್‌ನಿಂದ ಸ್ಪರ್ಧಿಸಿದ್ದ ಇಕ್ಬಾಲ್ ಅಹಮದ್ ಸರಡಗಿ ಅವರು 1999 ಮತ್ತು 2004ರಲ್ಲಿ ಸಂಸದರಾದರು. 2008ರಲ್ಲಿ ಕ್ಷೇತ್ರವು ಮೀಸಲಾಗಿದ್ದರಿಂದ ಕ್ಷೇತ್ರದಲ್ಲಿ ಖರ್ಗೆ ಅವರು ಸ್ಪರ್ಧಿಸಿದರು. ಇಕ್ಬಾಲ್ ಅವರು ಒಂದು ಬಾರಿ ವಿಧಾನ ಪರಿಷತ್ ಸದಸ್ಯರೂ ಆಗಿದ್ದರು. 1944ರ ಜೂನ್ 1ರಂದು ಜನಿಸಿದ್ದ ಅವರು ಕಲಬುರಗಿಯಲ್ಲಿ ಶಿಕ್ಷಣ ಪಡೆದಿದ್ದರು. ಕಲಬುರಗಿ ವಿಶ್ವವಿದ್ಯಾಲಯದಿಂದ ಕಾನೂನು ಪದವಿ ಪಡೆದಿದ್ದರು. (752, 749, 934, 938)
headline-kharge: ಮೈತ್ರಿಕೂಟ ಒಗ್ಗಟ್ಟಿಗಾಗಿ ಕಾಂಗ್ರೆಸ್ ಕಡಿಮೆ ಕ್ಷೇತ್ರದಲ್ಲಿ ಸ್ಪರ್ಧೆ: ಖರ್ಗೆ (30, 710, 393, 730)
